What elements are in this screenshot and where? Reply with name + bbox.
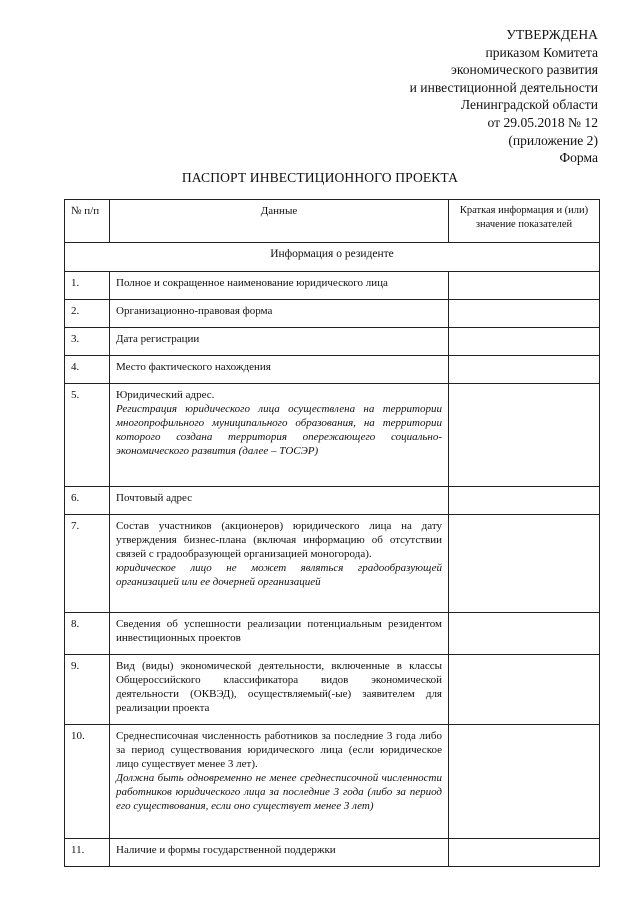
row-note: Регистрация юридического лица осуществлена на территории многопрофильного муниципального образования, на территории которого создана территория опережающего социально-экономического развития (далее – ТОСЭР) [116, 403, 442, 457]
row-number: 11. [65, 839, 110, 867]
row-data-cell [110, 487, 449, 515]
row-value-cell[interactable] [449, 487, 600, 515]
row-text: Сведения об успешности реализации потенциальным резидентом инвестиционных проектов [116, 618, 442, 644]
row-number: 1. [65, 272, 110, 300]
row-text: Организационно-правовая форма [116, 305, 273, 317]
row-number: 8. [65, 613, 110, 655]
section-title: Информация о резиденте [65, 243, 600, 272]
row-data-cell [110, 272, 449, 300]
row-text: Место фактического нахождения [116, 361, 271, 373]
row-value-cell[interactable] [449, 725, 600, 839]
approval-line: от 29.05.2018 № 12 [487, 114, 598, 130]
document-title: ПАСПОРТ ИНВЕСТИЦИОННОГО ПРОЕКТА [181, 170, 459, 185]
table-row [65, 328, 600, 356]
row-number: 9. [65, 655, 110, 725]
approval-line: Ленинградской области [460, 97, 598, 113]
approval-line: и инвестиционной деятельности [409, 79, 598, 95]
row-value-cell[interactable] [449, 272, 600, 300]
header-info: Краткая информация и (или) значение показателей [449, 200, 600, 243]
row-text: Полное и сокращенное наименование юридического лица [116, 277, 388, 289]
row-value-cell[interactable] [449, 356, 600, 384]
row-number: 3. [65, 328, 110, 356]
row-text: Почтовый адрес [116, 492, 193, 504]
approval-line: Форма [559, 150, 598, 166]
table-row [65, 613, 600, 655]
header-data: Данные [110, 200, 449, 243]
row-data-cell [110, 384, 449, 487]
row-number: 4. [65, 356, 110, 384]
approval-line: экономического развития [451, 62, 598, 78]
row-number: 10. [65, 725, 110, 839]
row-value-cell[interactable] [449, 839, 600, 867]
row-value-cell[interactable] [449, 515, 600, 613]
row-number: 2. [65, 300, 110, 328]
table-row [65, 515, 600, 613]
row-number: 7. [65, 515, 110, 613]
row-data-cell [110, 655, 449, 725]
row-text: Наличие и формы государственной поддержки [116, 844, 336, 856]
table-row [65, 655, 600, 725]
row-text: Среднесписочная численность работников за последние 3 года либо за период существования юридического лица (если юридическое лицо существует менее 3 лет). [116, 730, 442, 770]
row-text: Юридический адрес. [116, 389, 215, 401]
row-data-cell [110, 725, 449, 839]
approval-stamp [410, 26, 598, 167]
row-note: юридическое лицо не может являться градообразующей организацией или ее дочерней организацией [116, 562, 442, 588]
table-row [65, 356, 600, 384]
row-number: 5. [65, 384, 110, 487]
row-text: Состав участников (акционеров) юридического лица на дату утверждения бизнес-плана (включая информацию об отсутствии связей с градообразующей организацией моногорода). [116, 520, 442, 560]
row-data-cell [110, 328, 449, 356]
row-value-cell[interactable] [449, 613, 600, 655]
row-data-cell [110, 515, 449, 613]
row-data-cell [110, 613, 449, 655]
table-row [65, 725, 600, 839]
approval-line: УТВЕРЖДЕНА [506, 27, 598, 42]
row-value-cell[interactable] [449, 300, 600, 328]
approval-line: (приложение 2) [508, 132, 598, 148]
row-text: Дата регистрации [116, 333, 200, 345]
row-data-cell [110, 300, 449, 328]
header-num: № п/п [65, 200, 110, 243]
row-number: 6. [65, 487, 110, 515]
row-value-cell[interactable] [449, 328, 600, 356]
row-value-cell[interactable] [449, 655, 600, 725]
section-row [65, 243, 600, 272]
row-data-cell [110, 356, 449, 384]
table-row [65, 839, 600, 867]
row-text: Вид (виды) экономической деятельности, включенные в классы Общероссийского классификатора видов экономической деятельности (ОКВЭД), осуществляемый(-ые) заявителем для реализации проекта [116, 660, 442, 714]
table-row [65, 300, 600, 328]
passport-table [64, 199, 600, 867]
row-data-cell [110, 839, 449, 867]
table-row [65, 384, 600, 487]
row-note: Должна быть одновременно не менее среднесписочной численности работников юридического лица за последние 3 года (либо за период его существования, если оно существует менее 3 лет) [116, 772, 442, 812]
table-row [65, 487, 600, 515]
row-value-cell[interactable] [449, 384, 600, 487]
table-row [65, 272, 600, 300]
table-header-row [65, 200, 600, 243]
approval-line: приказом Комитета [485, 44, 598, 60]
